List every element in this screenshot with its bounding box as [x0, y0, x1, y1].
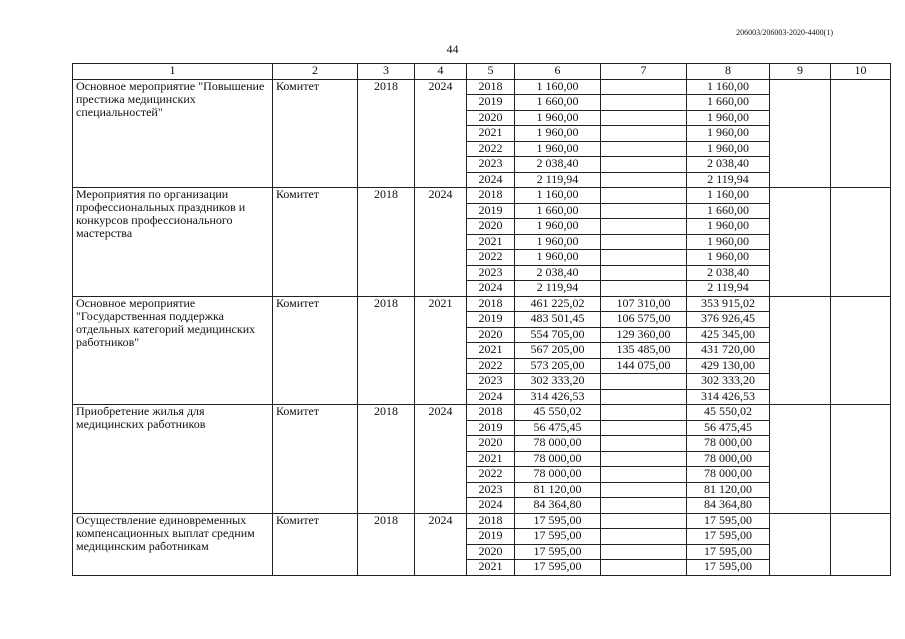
- col9-cell: [770, 188, 831, 297]
- document-id: 206003/206003-2020-4400(1): [736, 28, 833, 37]
- federal-amount-cell: [601, 436, 687, 452]
- table-row: [73, 296, 891, 312]
- total-amount-cell: 1 660,00: [515, 95, 601, 111]
- total-amount-cell: 1 160,00: [515, 188, 601, 204]
- executor-cell: Комитет: [273, 405, 358, 514]
- activity-name-cell: Основное мероприятие "Повышение престижа медицинских специальностей": [73, 79, 273, 188]
- activity-name-cell: Мероприятия по организации профессиональных праздников и конкурсов профессионального мастерства: [73, 188, 273, 297]
- total-amount-cell: 1 960,00: [515, 219, 601, 235]
- regional-amount-cell: 353 915,02: [687, 296, 770, 312]
- regional-amount-cell: 425 345,00: [687, 327, 770, 343]
- col10-cell: [831, 405, 891, 514]
- regional-amount-cell: 17 595,00: [687, 529, 770, 545]
- regional-amount-cell: 1 960,00: [687, 110, 770, 126]
- year-cell: 2019: [467, 420, 515, 436]
- regional-amount-cell: 78 000,00: [687, 436, 770, 452]
- year-cell: 2022: [467, 141, 515, 157]
- year-cell: 2018: [467, 405, 515, 421]
- federal-amount-cell: [601, 560, 687, 576]
- col-header-7: 7: [601, 64, 687, 80]
- table-row: [73, 405, 891, 421]
- table-row: [73, 513, 891, 529]
- year-cell: 2020: [467, 327, 515, 343]
- activity-name-cell: Приобретение жилья для медицинских работников: [73, 405, 273, 514]
- col-header-5: 5: [467, 64, 515, 80]
- regional-amount-cell: 1 960,00: [687, 141, 770, 157]
- total-amount-cell: 1 960,00: [515, 126, 601, 142]
- total-amount-cell: 84 364,80: [515, 498, 601, 514]
- executor-cell: Комитет: [273, 188, 358, 297]
- total-amount-cell: 302 333,20: [515, 374, 601, 390]
- end-year-cell: 2024: [415, 405, 467, 514]
- total-amount-cell: 1 160,00: [515, 79, 601, 95]
- year-cell: 2019: [467, 95, 515, 111]
- federal-amount-cell: [601, 281, 687, 297]
- year-cell: 2024: [467, 172, 515, 188]
- total-amount-cell: 1 960,00: [515, 110, 601, 126]
- year-cell: 2022: [467, 467, 515, 483]
- col-header-6: 6: [515, 64, 601, 80]
- table-row: [73, 188, 891, 204]
- year-cell: 2023: [467, 157, 515, 173]
- total-amount-cell: 314 426,53: [515, 389, 601, 405]
- federal-amount-cell: [601, 544, 687, 560]
- total-amount-cell: 1 960,00: [515, 234, 601, 250]
- year-cell: 2024: [467, 281, 515, 297]
- year-cell: 2019: [467, 203, 515, 219]
- regional-amount-cell: 78 000,00: [687, 451, 770, 467]
- total-amount-cell: 78 000,00: [515, 467, 601, 483]
- federal-amount-cell: 106 575,00: [601, 312, 687, 328]
- total-amount-cell: 2 038,40: [515, 157, 601, 173]
- regional-amount-cell: 17 595,00: [687, 544, 770, 560]
- federal-amount-cell: [601, 265, 687, 281]
- total-amount-cell: 78 000,00: [515, 451, 601, 467]
- regional-amount-cell: 17 595,00: [687, 560, 770, 576]
- regional-amount-cell: 2 038,40: [687, 265, 770, 281]
- federal-amount-cell: [601, 188, 687, 204]
- total-amount-cell: 17 595,00: [515, 529, 601, 545]
- regional-amount-cell: 1 660,00: [687, 95, 770, 111]
- total-amount-cell: 2 119,94: [515, 281, 601, 297]
- regional-amount-cell: 314 426,53: [687, 389, 770, 405]
- total-amount-cell: 1 960,00: [515, 141, 601, 157]
- federal-amount-cell: [601, 451, 687, 467]
- total-amount-cell: 78 000,00: [515, 436, 601, 452]
- federal-amount-cell: [601, 513, 687, 529]
- total-amount-cell: 554 705,00: [515, 327, 601, 343]
- federal-amount-cell: [601, 250, 687, 266]
- col-header-9: 9: [770, 64, 831, 80]
- col9-cell: [770, 513, 831, 575]
- year-cell: 2020: [467, 219, 515, 235]
- federal-amount-cell: [601, 405, 687, 421]
- col-header-2: 2: [273, 64, 358, 80]
- federal-amount-cell: 135 485,00: [601, 343, 687, 359]
- end-year-cell: 2021: [415, 296, 467, 405]
- regional-amount-cell: 81 120,00: [687, 482, 770, 498]
- year-cell: 2021: [467, 234, 515, 250]
- federal-amount-cell: [601, 110, 687, 126]
- year-cell: 2024: [467, 389, 515, 405]
- year-cell: 2020: [467, 436, 515, 452]
- regional-amount-cell: 1 960,00: [687, 250, 770, 266]
- regional-amount-cell: 376 926,45: [687, 312, 770, 328]
- col-header-8: 8: [687, 64, 770, 80]
- table-body: [73, 79, 891, 575]
- federal-amount-cell: [601, 95, 687, 111]
- total-amount-cell: 567 205,00: [515, 343, 601, 359]
- executor-cell: Комитет: [273, 296, 358, 405]
- year-cell: 2021: [467, 343, 515, 359]
- col-header-3: 3: [358, 64, 415, 80]
- federal-amount-cell: [601, 157, 687, 173]
- column-header-row: [73, 64, 891, 80]
- start-year-cell: 2018: [358, 405, 415, 514]
- col10-cell: [831, 79, 891, 188]
- federal-amount-cell: [601, 482, 687, 498]
- year-cell: 2018: [467, 513, 515, 529]
- total-amount-cell: 81 120,00: [515, 482, 601, 498]
- federal-amount-cell: [601, 203, 687, 219]
- total-amount-cell: 56 475,45: [515, 420, 601, 436]
- executor-cell: Комитет: [273, 513, 358, 575]
- regional-amount-cell: 1 960,00: [687, 126, 770, 142]
- year-cell: 2021: [467, 560, 515, 576]
- regional-amount-cell: 1 960,00: [687, 219, 770, 235]
- year-cell: 2022: [467, 358, 515, 374]
- regional-amount-cell: 84 364,80: [687, 498, 770, 514]
- total-amount-cell: 17 595,00: [515, 544, 601, 560]
- year-cell: 2023: [467, 374, 515, 390]
- year-cell: 2020: [467, 544, 515, 560]
- federal-amount-cell: 144 075,00: [601, 358, 687, 374]
- regional-amount-cell: 2 119,94: [687, 281, 770, 297]
- start-year-cell: 2018: [358, 79, 415, 188]
- total-amount-cell: 2 038,40: [515, 265, 601, 281]
- year-cell: 2021: [467, 451, 515, 467]
- end-year-cell: 2024: [415, 513, 467, 575]
- total-amount-cell: 2 119,94: [515, 172, 601, 188]
- regional-amount-cell: 302 333,20: [687, 374, 770, 390]
- federal-amount-cell: [601, 420, 687, 436]
- regional-amount-cell: 78 000,00: [687, 467, 770, 483]
- regional-amount-cell: 45 550,02: [687, 405, 770, 421]
- federal-amount-cell: [601, 141, 687, 157]
- total-amount-cell: 1 660,00: [515, 203, 601, 219]
- federal-amount-cell: [601, 234, 687, 250]
- federal-amount-cell: [601, 467, 687, 483]
- year-cell: 2021: [467, 126, 515, 142]
- col10-cell: [831, 513, 891, 575]
- total-amount-cell: 483 501,45: [515, 312, 601, 328]
- col-header-4: 4: [415, 64, 467, 80]
- year-cell: 2018: [467, 188, 515, 204]
- total-amount-cell: 461 225,02: [515, 296, 601, 312]
- regional-amount-cell: 2 038,40: [687, 157, 770, 173]
- total-amount-cell: 573 205,00: [515, 358, 601, 374]
- regional-amount-cell: 429 130,00: [687, 358, 770, 374]
- total-amount-cell: 1 960,00: [515, 250, 601, 266]
- regional-amount-cell: 56 475,45: [687, 420, 770, 436]
- regional-amount-cell: 17 595,00: [687, 513, 770, 529]
- end-year-cell: 2024: [415, 79, 467, 188]
- table-row: [73, 79, 891, 95]
- col9-cell: [770, 296, 831, 405]
- federal-amount-cell: [601, 529, 687, 545]
- col-header-1: 1: [73, 64, 273, 80]
- start-year-cell: 2018: [358, 513, 415, 575]
- year-cell: 2018: [467, 79, 515, 95]
- year-cell: 2023: [467, 482, 515, 498]
- start-year-cell: 2018: [358, 188, 415, 297]
- page-number: 44: [446, 42, 459, 56]
- year-cell: 2019: [467, 529, 515, 545]
- regional-amount-cell: 1 660,00: [687, 203, 770, 219]
- federal-amount-cell: 129 360,00: [601, 327, 687, 343]
- start-year-cell: 2018: [358, 296, 415, 405]
- col10-cell: [831, 188, 891, 297]
- executor-cell: Комитет: [273, 79, 358, 188]
- year-cell: 2018: [467, 296, 515, 312]
- federal-amount-cell: [601, 172, 687, 188]
- col10-cell: [831, 296, 891, 405]
- year-cell: 2020: [467, 110, 515, 126]
- federal-amount-cell: 107 310,00: [601, 296, 687, 312]
- federal-amount-cell: [601, 219, 687, 235]
- federal-amount-cell: [601, 79, 687, 95]
- total-amount-cell: 17 595,00: [515, 513, 601, 529]
- regional-amount-cell: 1 960,00: [687, 234, 770, 250]
- activity-name-cell: Осуществление единовременных компенсационных выплат средним медицинским работникам: [73, 513, 273, 575]
- col9-cell: [770, 405, 831, 514]
- total-amount-cell: 45 550,02: [515, 405, 601, 421]
- year-cell: 2024: [467, 498, 515, 514]
- federal-amount-cell: [601, 126, 687, 142]
- federal-amount-cell: [601, 389, 687, 405]
- col-header-10: 10: [831, 64, 891, 80]
- activity-name-cell: Основное мероприятие "Государственная поддержка отдельных категорий медицинских работников": [73, 296, 273, 405]
- program-table: [72, 63, 891, 576]
- regional-amount-cell: 1 160,00: [687, 79, 770, 95]
- end-year-cell: 2024: [415, 188, 467, 297]
- regional-amount-cell: 431 720,00: [687, 343, 770, 359]
- federal-amount-cell: [601, 374, 687, 390]
- regional-amount-cell: 2 119,94: [687, 172, 770, 188]
- total-amount-cell: 17 595,00: [515, 560, 601, 576]
- year-cell: 2023: [467, 265, 515, 281]
- regional-amount-cell: 1 160,00: [687, 188, 770, 204]
- federal-amount-cell: [601, 498, 687, 514]
- col9-cell: [770, 79, 831, 188]
- year-cell: 2019: [467, 312, 515, 328]
- year-cell: 2022: [467, 250, 515, 266]
